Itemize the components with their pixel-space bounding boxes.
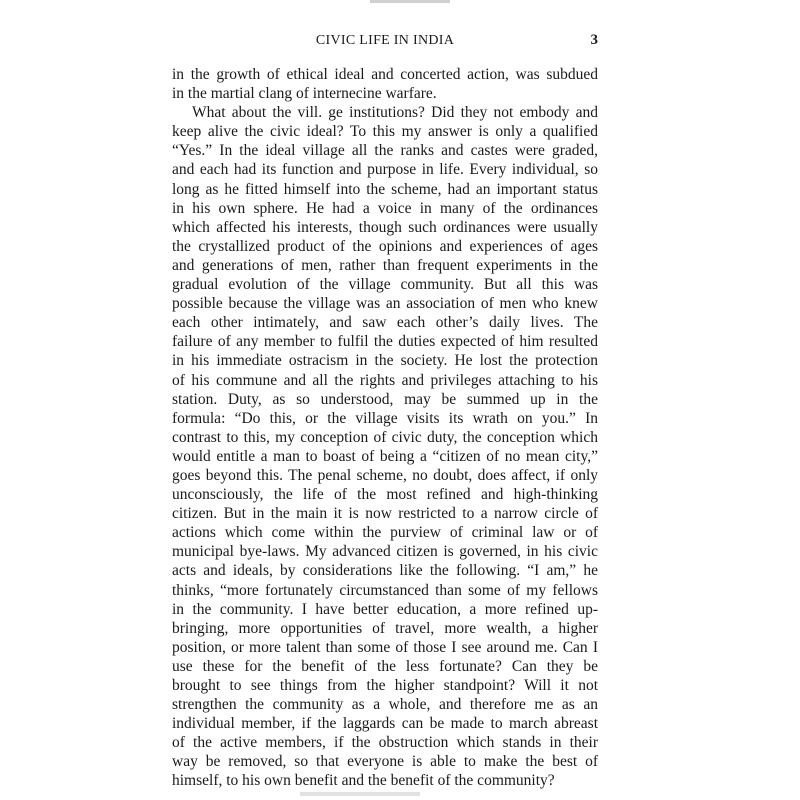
text-line: would entitle a man to boast of being a “citizen of no mean city,”	[172, 447, 598, 465]
text-line: which affected his interests, though such ordinances were usually	[172, 218, 598, 236]
text-line: bringing, more opportunities of travel, more wealth, a higher	[172, 619, 598, 637]
text-line: and each had its function and purpose in life. Every individual, so	[172, 161, 598, 179]
text-line: acts and ideals, by considerations like the following. “I am,” he	[172, 562, 598, 580]
text-line: use these for the benefit of the less fortunate? Can they be	[172, 657, 598, 675]
text-line: citizen. But in the main it is now restricted to a narrow circle of	[172, 505, 598, 523]
text-line: thinks, “more fortunately circumstanced than some of my fellows	[172, 581, 598, 599]
text-line: What about the vill. ge institutions? Did they not embody and	[192, 104, 598, 122]
text-line: in the growth of ethical ideal and concerted action, was subdued	[172, 66, 598, 83]
text-line: actions which come within the purview of criminal law or of	[172, 524, 598, 542]
running-head: CIVIC LIFE IN INDIA	[315, 33, 455, 48]
text-line: long as he fitted himself into the scheme, had an important status	[172, 180, 598, 198]
text-line: gradual evolution of the village community. But all this was	[172, 276, 598, 294]
text-line: of the active members, if the obstruction which stands in their	[172, 734, 598, 752]
text-line: strengthen the community as a whole, and therefore me as an	[172, 696, 598, 714]
text-line: unconsciously, the life of the most refined and high-thinking	[172, 486, 598, 504]
text-line: keep alive the civic ideal? To this my answer is only a qualified	[172, 123, 598, 141]
text-line: and generations of men, rather than frequent experiments in the	[172, 256, 598, 274]
page-header	[172, 33, 598, 53]
text-line: station. Duty, as so understood, may be summed up in the	[172, 390, 598, 408]
text-line: way be removed, so that everyone is able to make the best of	[172, 753, 598, 771]
text-line: possible because the village was an association of men who knew	[172, 295, 598, 313]
text-line: municipal bye-laws. My advanced citizen is governed, in his civic	[172, 543, 598, 561]
text-line: goes beyond this. The penal scheme, no doubt, does affect, if only	[172, 466, 598, 484]
text-line: each other intimately, and saw each other’s daily lives. The	[172, 314, 598, 332]
scan-artifact-bottom	[300, 792, 420, 796]
text-line: contrast to this, my conception of civic duty, the conception which	[172, 428, 598, 446]
text-line: of his commune and all the rights and privileges attaching to his	[172, 371, 598, 389]
scan-artifact-top	[370, 0, 450, 3]
text-line: in the martial clang of internecine warfare.	[172, 85, 437, 103]
text-line: formula: “Do this, or the village visits its wrath on you.” In	[172, 409, 598, 427]
text-line: the crystallized product of the opinions and experiences of ages	[172, 237, 598, 255]
text-line: in the community. I have better education, a more refined up-	[172, 600, 598, 618]
text-line: position, or more talent than some of those I see around me. Can I	[172, 638, 598, 656]
text-line: in his immediate ostracism in the society. He lost the protection	[172, 352, 598, 370]
text-line: in his own sphere. He had a voice in many of the ordinances	[172, 199, 598, 217]
text-line: “Yes.” In the ideal village all the ranks and castes were graded,	[172, 142, 598, 160]
page-number: 3	[590, 32, 598, 48]
text-line: failure of any member to fulfil the duties expected of him resulted	[172, 333, 598, 351]
body-text	[172, 65, 598, 791]
text-line: brought to see things from the higher standpoint? Will it not	[172, 677, 598, 694]
text-line: individual member, if the laggards can be made to march abreast	[172, 715, 598, 733]
text-line: himself, to his own benefit and the benefit of the community?	[172, 772, 555, 790]
